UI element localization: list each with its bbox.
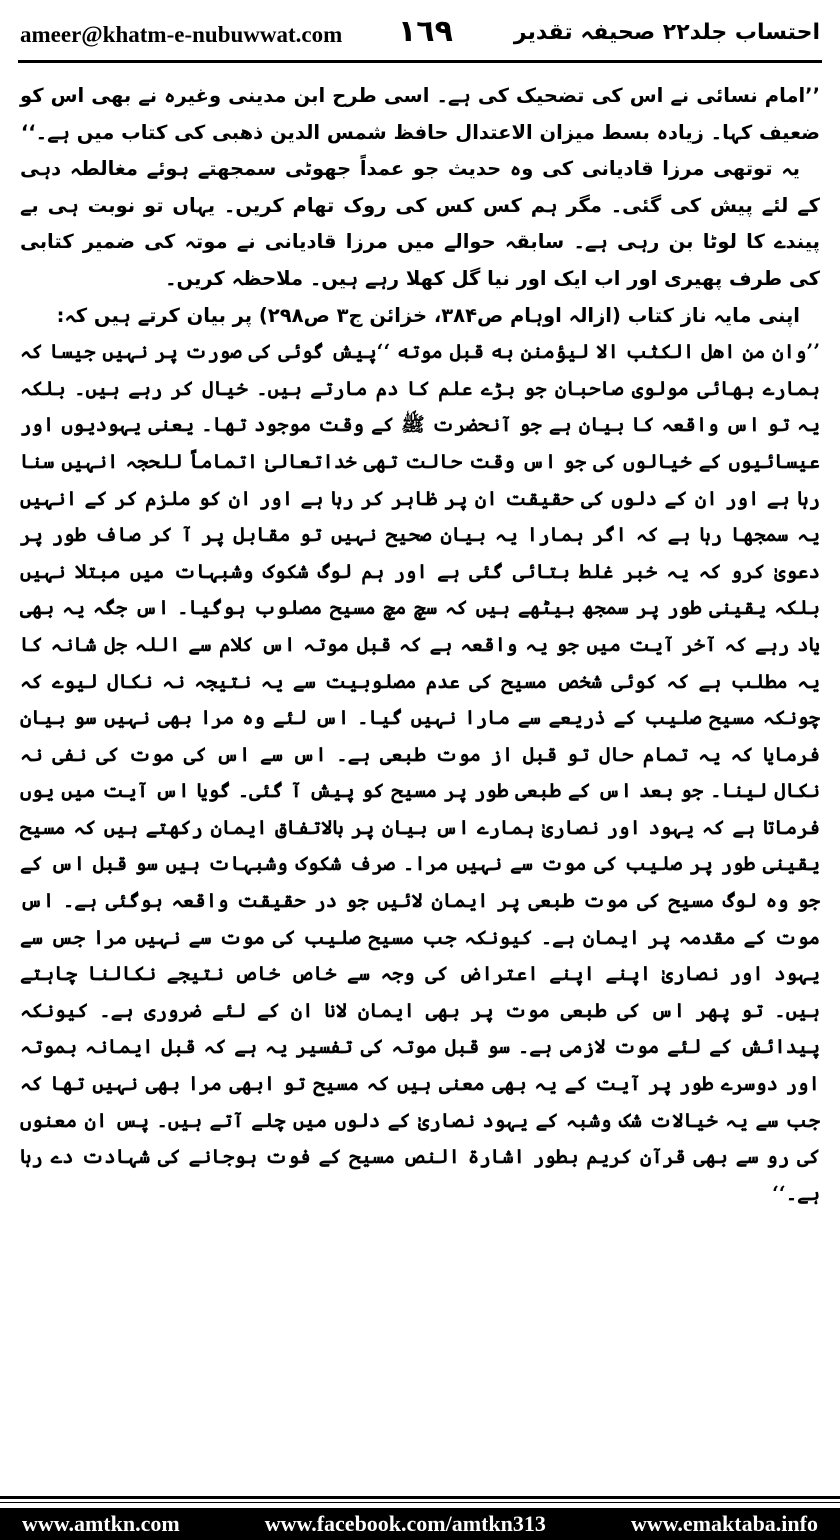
page-body xyxy=(20,78,820,1212)
citation-paragraph: اپنی مایہ ناز کتاب (ازالہ اوہام ص۳۸۴، خزائن ج۳ ص۲۹۸) پر بیان کرتے ہیں کہ: xyxy=(56,303,800,327)
page-number: ١٦٩ xyxy=(398,14,453,49)
footer-rule-thick xyxy=(0,1496,840,1499)
footer-rule-thin xyxy=(0,1502,840,1503)
footer-bar xyxy=(0,1508,840,1540)
header-email[interactable]: ameer@khatm-e-nubuwwat.com xyxy=(20,22,343,47)
book-title: احتساب جلد۲۲ صحیفہ تقدیر xyxy=(513,20,820,45)
quote-paragraph: ’’امام نسائی نے اس کی تضحیک کی ہے۔ اسی طرح ابن مدینی وغیرہ نے بھی اس کو ضعیف کہا۔ زیادہ بسط میزان الاعتدال حافظ شمس الدین ذھبی کی کتاب میں ہے۔‘‘ xyxy=(20,84,820,144)
header-rule xyxy=(18,60,822,63)
footer-link-emaktaba[interactable]: www.emaktaba.info xyxy=(630,1511,818,1536)
footer-link-facebook[interactable]: www.facebook.com/amtkn313 xyxy=(264,1511,546,1536)
footer-link-amtkn[interactable]: www.amtkn.com xyxy=(22,1511,180,1536)
main-quote-paragraph: ’’وان من اهل الكتٰب الا ليؤمنن به قبل موته ‘‘پیش گوئی کی صورت پر نہیں جیسا کہ ہمارے بھائی مولوی صاحبان جو بڑے علم کا دم مارتے ہیں۔ خیال کر رہے ہیں۔ بلکہ یہ تو اس واقعہ کا بیان ہے جو آنحضرت ﷺ کے وقت موجود تھا۔ یعنی یہودیوں اور عیسائیوں کے خیالوں کی جو اس وقت حالت تھی خداتعالیٰ اتماماً للحجہ انہیں سنا رہا ہے اور ان کے دلوں کی حقیقت ان پر ظاہر کر رہا ہے اور ان کو ملزم کر کے انہیں یہ سمجھا رہا ہے کہ اگر ہمارا یہ بیان صحیح نہیں تو مقابل پر آ کر صاف طور پر دعویٰ کرو کہ یہ خبر غلط بتائی گئی ہے اور ہم لوگ شکوک وشبہات میں مبتلا نہیں بلکہ یقینی طور پر سمجھ بیٹھے ہیں کہ سچ مچ مسیح مصلوب ہوگیا۔ اس جگہ یہ بھی یاد رہے کہ آخر آیت میں جو یہ واقعہ ہے کہ قبل موتہ اس کلام سے اللہ جل شانہ کا یہ مطلب ہے کہ کوئی شخص مسیح کی عدم مصلوبیت سے یہ نتیجہ نہ نکال لیوے کہ چونکہ مسیح صلیب کے ذریعے سے مارا نہیں گیا۔ اس لئے وہ مرا بھی نہیں سو بیان فرمایا کہ یہ تمام حال تو قبل از موت طبعی ہے۔ اس سے اس کی موت کی نفی نہ نکال لینا۔ جو بعد اس کے طبعی طور پر مسیح کو پیش آ گئی۔ گویا اس آیت میں یوں فرماتا ہے کہ یہود اور نصاریٰ ہمارے اس بیان پر بالاتفاق ایمان رکھتے ہیں کہ مسیح یقینی طور پر صلیب کی موت سے نہیں مرا۔ صرف شکوک وشبہات ہیں سو قبل اس کے جو وہ لوگ مسیح کی موت طبعی پر ایمان لائیں جو در حقیقت واقعہ ہوگئی ہے۔ اس موت کے مقدمہ پر ایمان ہے۔ کیونکہ جب مسیح صلیب کی موت سے نہیں مرا جس سے یہود اور نصاریٰ اپنے اپنے اعتراض کی وجہ سے خاص خاص نتیجے نکالنا چاہتے ہیں۔ تو پھر اس کی طبعی موت پر بھی ایمان لانا ان کے لئے ضروری ہے۔ کیونکہ پیدائش کے لئے موت لازمی ہے۔ سو قبل موتہ کی تفسیر یہ ہے کہ قبل ایمانہ بموتہ اور دوسرے طور پر آیت کے یہ بھی معنی ہیں کہ مسیح تو ابھی مرا بھی نہیں تھا کہ جب سے یہ خیالات شک وشبہ کے یہود نصاریٰ کے دلوں میں چلے آتے ہیں۔ پس ان معنوں کی رو سے بھی قرآن کریم بطور اشارۃ النص مسیح کے فوت ہوجانے کی شہادت دے رہا ہے۔‘‘ xyxy=(20,340,820,1205)
page-header xyxy=(0,0,840,62)
commentary-paragraph: یہ توتھی مرزا قادیانی کی وہ حدیث جو عمداً جھوٹی سمجھتے ہوئے مغالطہ دہی کے لئے پیش کی گئی۔ مگر ہم کس کس کی روک تھام کریں۔ یہاں تو نوبت ہی بے پیندے کا لوٹا بن رہی ہے۔ سابقہ حوالے میں مرزا قادیانی نے موتہ کی ضمیر کتابی کی طرف پھیری اور اب ایک اور نیا گل کھلا رہے ہیں۔ ملاحظہ کریں۔ xyxy=(20,157,820,290)
